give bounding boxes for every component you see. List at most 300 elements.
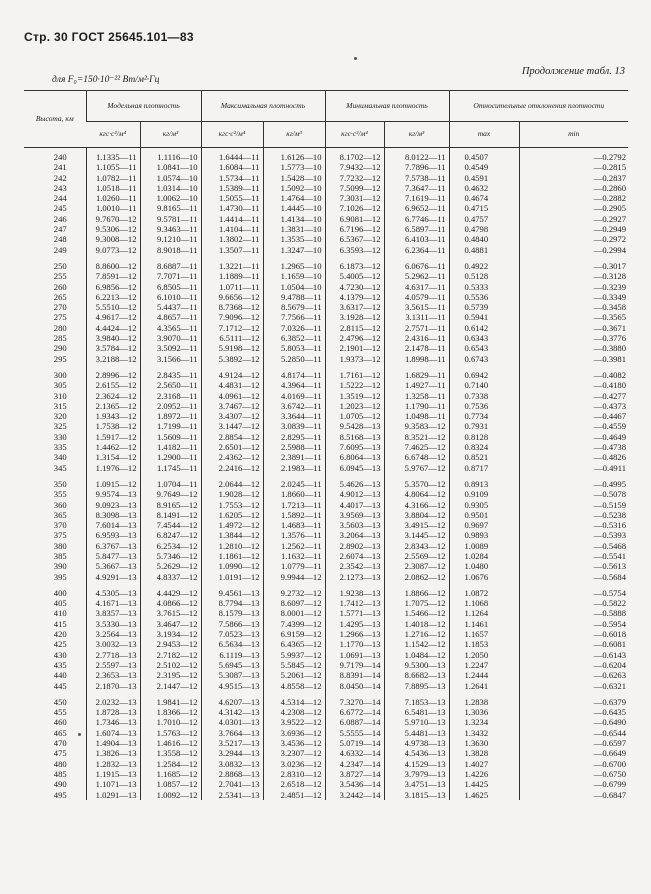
table-cell: 1.3221—11 <box>201 255 263 271</box>
table-row <box>24 561 628 571</box>
table-cell: 8.6097—12 <box>263 598 325 608</box>
table-cell: 4.4017—13 <box>325 500 384 510</box>
table-cell: 1.3258—11 <box>384 391 449 401</box>
table-cell: 6.3593—12 <box>325 245 384 255</box>
table-cell: 5.3667—13 <box>86 561 140 571</box>
table-cell: 1.3247—10 <box>263 245 325 255</box>
table-cell: 1.7538—12 <box>86 421 140 431</box>
table-cell: 1.3036 <box>449 707 519 717</box>
table-cell: 8.8600—12 <box>86 255 140 271</box>
table-row <box>24 401 628 411</box>
table-row <box>24 432 628 442</box>
table-cell: 355 <box>53 489 67 500</box>
table-cell: 0.6543 <box>449 343 519 353</box>
table-cell: —0.5541 <box>519 551 628 561</box>
table-row <box>24 598 628 608</box>
print-speck <box>354 57 357 60</box>
table-cell: 2.0644—12 <box>201 473 263 489</box>
table-cell: 6.5481—13 <box>384 707 449 717</box>
table-cell: 0.9697 <box>449 520 519 530</box>
table-cell: 7.0523—13 <box>201 629 263 639</box>
table-row <box>24 670 628 680</box>
table-row <box>24 520 628 530</box>
table-cell: 0.9893 <box>449 530 519 540</box>
table-cell: 1.1116—10 <box>140 148 201 163</box>
table-cell: 3.0032—13 <box>86 639 140 649</box>
table-cell: 4.5314—12 <box>263 691 325 707</box>
table-row <box>24 323 628 333</box>
table-cell: 0.9305 <box>449 500 519 510</box>
table-cell: 1.0284 <box>449 551 519 561</box>
table-row <box>24 173 628 183</box>
table-cell: 5.5510—12 <box>86 302 140 312</box>
table-cell: 0.7140 <box>449 380 519 390</box>
table-row <box>24 473 628 489</box>
table-cell: 2.0245—11 <box>263 473 325 489</box>
table-cell: 3.1447—12 <box>201 421 263 431</box>
table-cell: 2.1983—11 <box>263 463 325 473</box>
table-cell: 305 <box>53 380 67 391</box>
table-cell: 3.5615—11 <box>384 302 449 312</box>
table-cell: 1.5763—12 <box>140 728 201 738</box>
table-cell: 375 <box>53 530 67 541</box>
table-row <box>24 759 628 769</box>
table-cell: 0.4549 <box>449 162 519 172</box>
table-cell: —0.6435 <box>519 707 628 717</box>
table-cell: 1.7199—11 <box>140 421 201 431</box>
table-cell: 3.2944—13 <box>201 748 263 758</box>
table-cell: 370 <box>53 520 67 531</box>
table-cell: 1.2444 <box>449 670 519 680</box>
table-cell: 7.5866—13 <box>201 619 263 629</box>
table-cell: 425 <box>53 639 67 650</box>
table-row <box>24 748 628 758</box>
table-cell: 490 <box>53 779 67 790</box>
table-cell: 9.3583—12 <box>384 421 449 431</box>
table-cell: 2.5341—13 <box>201 790 263 800</box>
table-cell: 1.7075—12 <box>384 598 449 608</box>
table-cell: 1.4226 <box>449 769 519 779</box>
table-cell: 420 <box>53 629 67 640</box>
table-cell: 1.9343—12 <box>86 411 140 421</box>
table-cell: 6.8064—13 <box>325 452 384 462</box>
table-cell: 1.5892—11 <box>263 510 325 520</box>
table-cell: —0.3880 <box>519 343 628 353</box>
table-cell: 6.5367—12 <box>325 234 384 244</box>
table-cell: 6.1119—13 <box>201 650 263 660</box>
table-cell: 5.4005—12 <box>325 271 384 281</box>
table-cell: 275 <box>53 312 67 323</box>
table-cell: 0.9109 <box>449 489 519 499</box>
table-cell: 430 <box>53 649 67 660</box>
table-cell: 3.4647—12 <box>140 619 201 629</box>
table-cell: 1.3630 <box>449 738 519 748</box>
table-cell: 1.1685—12 <box>140 769 201 779</box>
table-cell: 7.4399—12 <box>263 619 325 629</box>
table-row <box>24 312 628 322</box>
table-cell: 4.1671—13 <box>86 598 140 608</box>
table-cell: 0.8324 <box>449 442 519 452</box>
table-cell: 480 <box>53 758 67 769</box>
table-cell: 1.6444—11 <box>201 148 263 163</box>
table-cell: —0.6321 <box>519 681 628 691</box>
table-row <box>24 769 628 779</box>
table-cell: 9.6656—12 <box>201 292 263 302</box>
table-cell: 3.1815—13 <box>384 790 449 800</box>
table-cell: 285 <box>53 333 67 344</box>
table-cell: 4.4429—12 <box>140 582 201 598</box>
table-cell: 5.3892—12 <box>201 354 263 364</box>
table-cell: —0.5316 <box>519 520 628 530</box>
table-cell: 7.9096—12 <box>201 312 263 322</box>
table-cell: 1.0782—11 <box>86 173 140 183</box>
table-cell: 4.2347—14 <box>325 759 384 769</box>
table-cell: 9.0923—13 <box>86 500 140 510</box>
table-row <box>24 364 628 380</box>
table-cell: 4.0961—12 <box>201 391 263 401</box>
table-cell: 1.1071—13 <box>86 779 140 789</box>
table-cell: 325 <box>53 421 67 432</box>
table-cell: 3.5092—11 <box>140 343 201 353</box>
table-cell: 1.1770—13 <box>325 639 384 649</box>
table-cell: 1.0704—11 <box>140 473 201 489</box>
table-cell: 1.3576—11 <box>263 530 325 540</box>
table-cell: 440 <box>53 670 67 681</box>
table-cell: 3.0839—11 <box>263 421 325 431</box>
table-cell: —0.5613 <box>519 561 628 571</box>
table-cell: 0.6343 <box>449 333 519 343</box>
table-cell: 2.8435—11 <box>140 364 201 380</box>
table-cell: 2.7718—13 <box>86 650 140 660</box>
table-row <box>24 681 628 691</box>
table-cell: 2.6501—12 <box>201 442 263 452</box>
table-cell: 4.9617—12 <box>86 312 140 322</box>
table-cell: 1.3558—12 <box>140 748 201 758</box>
table-cell: 2.8996—12 <box>86 364 140 380</box>
table-cell: 1.3519—12 <box>325 391 384 401</box>
table-cell: 8.9018—11 <box>140 245 201 255</box>
table-cell: 1.0574—10 <box>140 173 201 183</box>
table-cell: 6.8247—12 <box>140 530 201 540</box>
table-cell: 3.0832—13 <box>201 759 263 769</box>
table-cell: 1.2247 <box>449 660 519 670</box>
table-cell: —0.2792 <box>519 148 628 163</box>
table-cell: 1.0504—10 <box>263 282 325 292</box>
table-cell: 1.7213—11 <box>263 500 325 510</box>
table-cell: 4.6207—13 <box>201 691 263 707</box>
table-cell: 1.8866—12 <box>384 582 449 598</box>
table-cell: —0.4738 <box>519 442 628 452</box>
table-row <box>24 629 628 639</box>
table-cell: 7.5099—12 <box>325 183 384 193</box>
table-cell: 300 <box>53 369 67 380</box>
table-cell: 2.1273—13 <box>325 572 384 582</box>
table-cell: 1.3802—11 <box>201 234 263 244</box>
table-cell: 9.5781—11 <box>140 214 201 224</box>
table-cell: 2.1870—13 <box>86 681 140 691</box>
table-cell: 9.2732—12 <box>263 582 325 598</box>
table-cell: 6.9593—13 <box>86 530 140 540</box>
table-cell: 8.3098—13 <box>86 510 140 520</box>
table-cell: 4.9515—13 <box>201 681 263 691</box>
table-cell: 2.5650—11 <box>140 380 201 390</box>
table-cell: 5.9710—13 <box>384 717 449 727</box>
table-row <box>24 282 628 292</box>
table-cell: 1.1861—12 <box>201 551 263 561</box>
table-cell: 2.5569—12 <box>384 551 449 561</box>
table-cell: 1.2584—12 <box>140 759 201 769</box>
table-cell: 1.0691—13 <box>325 650 384 660</box>
table-cell: 5.8053—11 <box>263 343 325 353</box>
table-cell: 0.4757 <box>449 214 519 224</box>
table-cell: 8.8391—14 <box>325 670 384 680</box>
table-cell: 2.8902—13 <box>325 541 384 551</box>
table-cell: 5.4437—11 <box>140 302 201 312</box>
table-cell: 6.5897—11 <box>384 224 449 234</box>
table-cell: 7.9432—12 <box>325 162 384 172</box>
table-cell: —0.6799 <box>519 779 628 789</box>
table-cell: 465 <box>53 727 67 738</box>
table-cell: —0.6018 <box>519 629 628 639</box>
table-cell: 6.1010—11 <box>140 292 201 302</box>
table-row <box>24 452 628 462</box>
table-cell: 0.4674 <box>449 193 519 203</box>
table-cell: 6.5634—13 <box>201 639 263 649</box>
table-cell: —0.6750 <box>519 769 628 779</box>
table-cell: 3.2188—12 <box>86 354 140 364</box>
table-cell: 1.0872 <box>449 582 519 598</box>
table-cell: 1.1068 <box>449 598 519 608</box>
table-cell: 7.8895—13 <box>384 681 449 691</box>
table-cell: 2.7182—12 <box>140 650 201 660</box>
table-cell: 4.5305—13 <box>86 582 140 598</box>
table-cell: 2.5988—11 <box>263 442 325 452</box>
table-cell: 7.7071—11 <box>140 271 201 281</box>
table-cell: 1.4182—11 <box>140 442 201 452</box>
table-cell: 1.0089 <box>449 541 519 551</box>
table-cell: 4.1529—13 <box>384 759 449 769</box>
table-cell: 6.5111—12 <box>201 333 263 343</box>
table-cell: 2.4316—11 <box>384 333 449 343</box>
table-subtitle: для F₀=150·10⁻²² Вт/м²·Гц <box>52 75 160 85</box>
table-cell: 0.4798 <box>449 224 519 234</box>
table-cell: 1.3432 <box>449 728 519 738</box>
table-cell: 7.5738—11 <box>384 173 449 183</box>
table-cell: 1.5917—12 <box>86 432 140 442</box>
table-row <box>24 582 628 598</box>
table-cell: 260 <box>53 281 67 292</box>
table-row <box>24 343 628 353</box>
table-cell: —0.6081 <box>519 639 628 649</box>
table-cell: 335 <box>53 442 67 453</box>
table-row <box>24 463 628 473</box>
table-cell: 3.5436—14 <box>325 779 384 789</box>
table-cell: 4.9291—13 <box>86 572 140 582</box>
table-cell: 455 <box>53 707 67 718</box>
table-cell: 4.0579—11 <box>384 292 449 302</box>
table-cell: 7.6014—13 <box>86 520 140 530</box>
relative-deviation-header: Относительные отклонения плотности <box>449 91 628 122</box>
table-cell: 3.4307—12 <box>201 411 263 421</box>
table-cell: 7.1712—12 <box>201 323 263 333</box>
table-cell: 3.5217—13 <box>201 738 263 748</box>
table-cell: 1.4904—13 <box>86 738 140 748</box>
table-cell: —0.4277 <box>519 391 628 401</box>
table-cell: 2.9453—12 <box>140 639 201 649</box>
table-cell: 4.4424—12 <box>86 323 140 333</box>
table-cell: 3.8357—13 <box>86 608 140 618</box>
table-cell: 0.4922 <box>449 255 519 271</box>
table-cell: 6.4365—12 <box>263 639 325 649</box>
table-cell: 1.7010—12 <box>140 717 201 727</box>
table-cell: 7.8591—12 <box>86 271 140 281</box>
table-cell: 410 <box>53 608 67 619</box>
table-cell: 250 <box>53 260 67 271</box>
table-cell: 6.8505—11 <box>140 282 201 292</box>
table-cell: 1.4764—10 <box>263 193 325 203</box>
table-cell: 7.1026—12 <box>325 203 384 213</box>
table-cell: 5.8477—13 <box>86 551 140 561</box>
table-row <box>24 302 628 312</box>
table-body <box>24 148 628 800</box>
table-cell: 365 <box>53 509 67 520</box>
table-cell: 2.4796—12 <box>325 333 384 343</box>
table-cell: 4.2308—12 <box>263 707 325 717</box>
table-cell: 485 <box>53 768 67 779</box>
table-cell: 320 <box>53 411 67 422</box>
table-cell: —0.6649 <box>519 748 628 758</box>
table-cell: 1.8366—12 <box>140 707 201 717</box>
table-cell: 1.4972—12 <box>201 520 263 530</box>
table-cell: 6.0945—13 <box>325 463 384 473</box>
table-cell: 3.7615—12 <box>140 608 201 618</box>
table-cell: 1.1632—11 <box>263 551 325 561</box>
table-cell: 2.3891—11 <box>263 452 325 462</box>
table-cell: 9.5306—12 <box>86 224 140 234</box>
table-cell: 3.1445—12 <box>384 530 449 540</box>
table-row <box>24 193 628 203</box>
table-cell: 3.7467—12 <box>201 401 263 411</box>
table-cell: 405 <box>53 598 67 609</box>
table-cell: —0.2882 <box>519 193 628 203</box>
table-cell: 0.4591 <box>449 173 519 183</box>
table-row <box>24 214 628 224</box>
table-cell: 3.4915—12 <box>384 520 449 530</box>
table-cell: 2.0232—13 <box>86 691 140 707</box>
table-row <box>24 707 628 717</box>
table-cell: 2.8868—13 <box>201 769 263 779</box>
table-row <box>24 391 628 401</box>
table-cell: 1.4616—12 <box>140 738 201 748</box>
table-cell: 1.2832—13 <box>86 759 140 769</box>
table-cell: —0.5159 <box>519 500 628 510</box>
table-cell: —0.5393 <box>519 530 628 540</box>
table-cell: 290 <box>53 343 67 354</box>
table-cell: 1.9841—12 <box>140 691 201 707</box>
table-cell: 2.8854—12 <box>201 432 263 442</box>
table-cell: 8.7794—13 <box>201 598 263 608</box>
table-row <box>24 224 628 234</box>
table-cell: 3.3644—11 <box>263 411 325 421</box>
table-row <box>24 738 628 748</box>
table-cell: 1.1745—11 <box>140 463 201 473</box>
table-cell: —0.3671 <box>519 323 628 333</box>
table-cell: 0.7338 <box>449 391 519 401</box>
table-cell: 1.4425 <box>449 779 519 789</box>
table-row <box>24 572 628 582</box>
table-row <box>24 619 628 629</box>
table-cell: —0.6490 <box>519 717 628 727</box>
table-cell: 1.0291—13 <box>86 790 140 800</box>
table-cell: 0.6743 <box>449 354 519 364</box>
table-cell: —0.4082 <box>519 364 628 380</box>
table-row <box>24 728 628 738</box>
table-cell: 6.9159—12 <box>263 629 325 639</box>
table-cell: 1.0010—11 <box>86 203 140 213</box>
table-cell: —0.4649 <box>519 432 628 442</box>
table-cell: 5.4481—13 <box>384 728 449 738</box>
table-cell: 6.3767—13 <box>86 541 140 551</box>
table-row <box>24 442 628 452</box>
table-cell: 1.2966—13 <box>325 629 384 639</box>
table-cell: 3.4536—12 <box>263 738 325 748</box>
table-cell: 4.8174—11 <box>263 364 325 380</box>
table-cell: 4.0301—13 <box>201 717 263 727</box>
table-cell: —0.3017 <box>519 255 628 271</box>
table-cell: 2.3624—12 <box>86 391 140 401</box>
table-cell: 1.3844—12 <box>201 530 263 540</box>
table-cell: 3.7979—13 <box>384 769 449 779</box>
table-row <box>24 510 628 520</box>
table-cell: 295 <box>53 353 67 364</box>
table-cell: 244 <box>53 193 67 204</box>
table-cell: —0.5078 <box>519 489 628 499</box>
table-cell: 4.8657—11 <box>140 312 201 322</box>
table-cell: 4.9012—13 <box>325 489 384 499</box>
table-cell: 3.8727—14 <box>325 769 384 779</box>
table-cell: 1.1055—11 <box>86 162 140 172</box>
table-cell: 0.7536 <box>449 401 519 411</box>
table-cell: 2.0952—11 <box>140 401 201 411</box>
table-cell: —0.4995 <box>519 473 628 489</box>
table-cell: 2.3542—13 <box>325 561 384 571</box>
unit-header: кг/м³ <box>140 122 201 148</box>
table-cell: 350 <box>53 478 67 489</box>
table-cell: 8.6887—11 <box>140 255 201 271</box>
table-cell: 9.7670—12 <box>86 214 140 224</box>
table-cell: 1.4625 <box>449 790 519 800</box>
table-cell: 1.5771—13 <box>325 608 384 618</box>
table-cell: 3.6936—12 <box>263 728 325 738</box>
table-cell: 9.3008—12 <box>86 234 140 244</box>
table-cell: —0.3458 <box>519 302 628 312</box>
table-cell: 6.6748—12 <box>384 452 449 462</box>
table-cell: 9.3463—11 <box>140 224 201 234</box>
table-cell: 1.1915—13 <box>86 769 140 779</box>
table-cell: 255 <box>53 271 67 282</box>
table-cell: 4.8337—12 <box>140 572 201 582</box>
table-cell: 247 <box>53 224 67 235</box>
table-cell: 7.1619—11 <box>384 193 449 203</box>
table-cell: 1.0705—12 <box>325 411 384 421</box>
table-cell: 415 <box>53 618 67 629</box>
table-cell: 460 <box>53 717 67 728</box>
table-cell: 9.7179—14 <box>325 660 384 670</box>
table-cell: 315 <box>53 400 67 411</box>
table-row <box>24 292 628 302</box>
table-cell: 3.2307—12 <box>263 748 325 758</box>
unit-header: кгс·с²/м⁴ <box>86 122 140 148</box>
